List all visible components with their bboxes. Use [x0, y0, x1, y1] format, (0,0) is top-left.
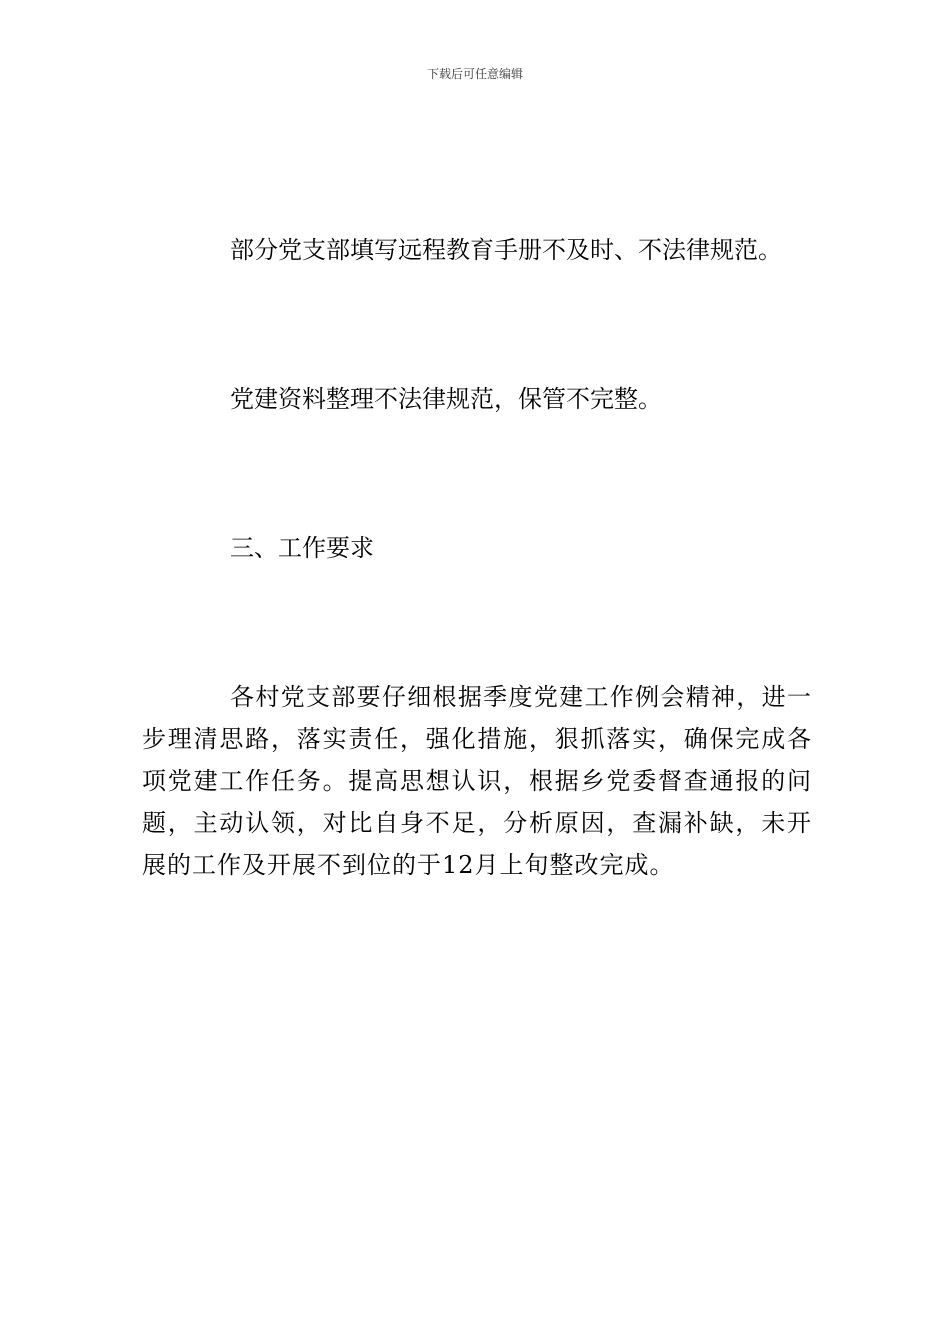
document-line-1: 部分党支部填写远程教育手册不及时、不法律规范。: [230, 236, 782, 264]
document-line-2: 党建资料整理不法律规范，保管不完整。: [230, 385, 662, 413]
section-heading: 三、工作要求: [230, 534, 374, 562]
body-paragraph: 各村党支部要仔细根据季度党建工作例会精神，进一步理清思路，落实责任，强化措施，狠抓落实，确保完成各项党建工作任务。提高思想认识，根据乡党委督查通报的问题，主动认领，对比自身不足，分析原因，查漏补缺，未开展的工作及开展不到位的于12月上旬整改完成。: [142, 683, 812, 879]
page-header: 下载后可任意编辑: [426, 67, 523, 81]
